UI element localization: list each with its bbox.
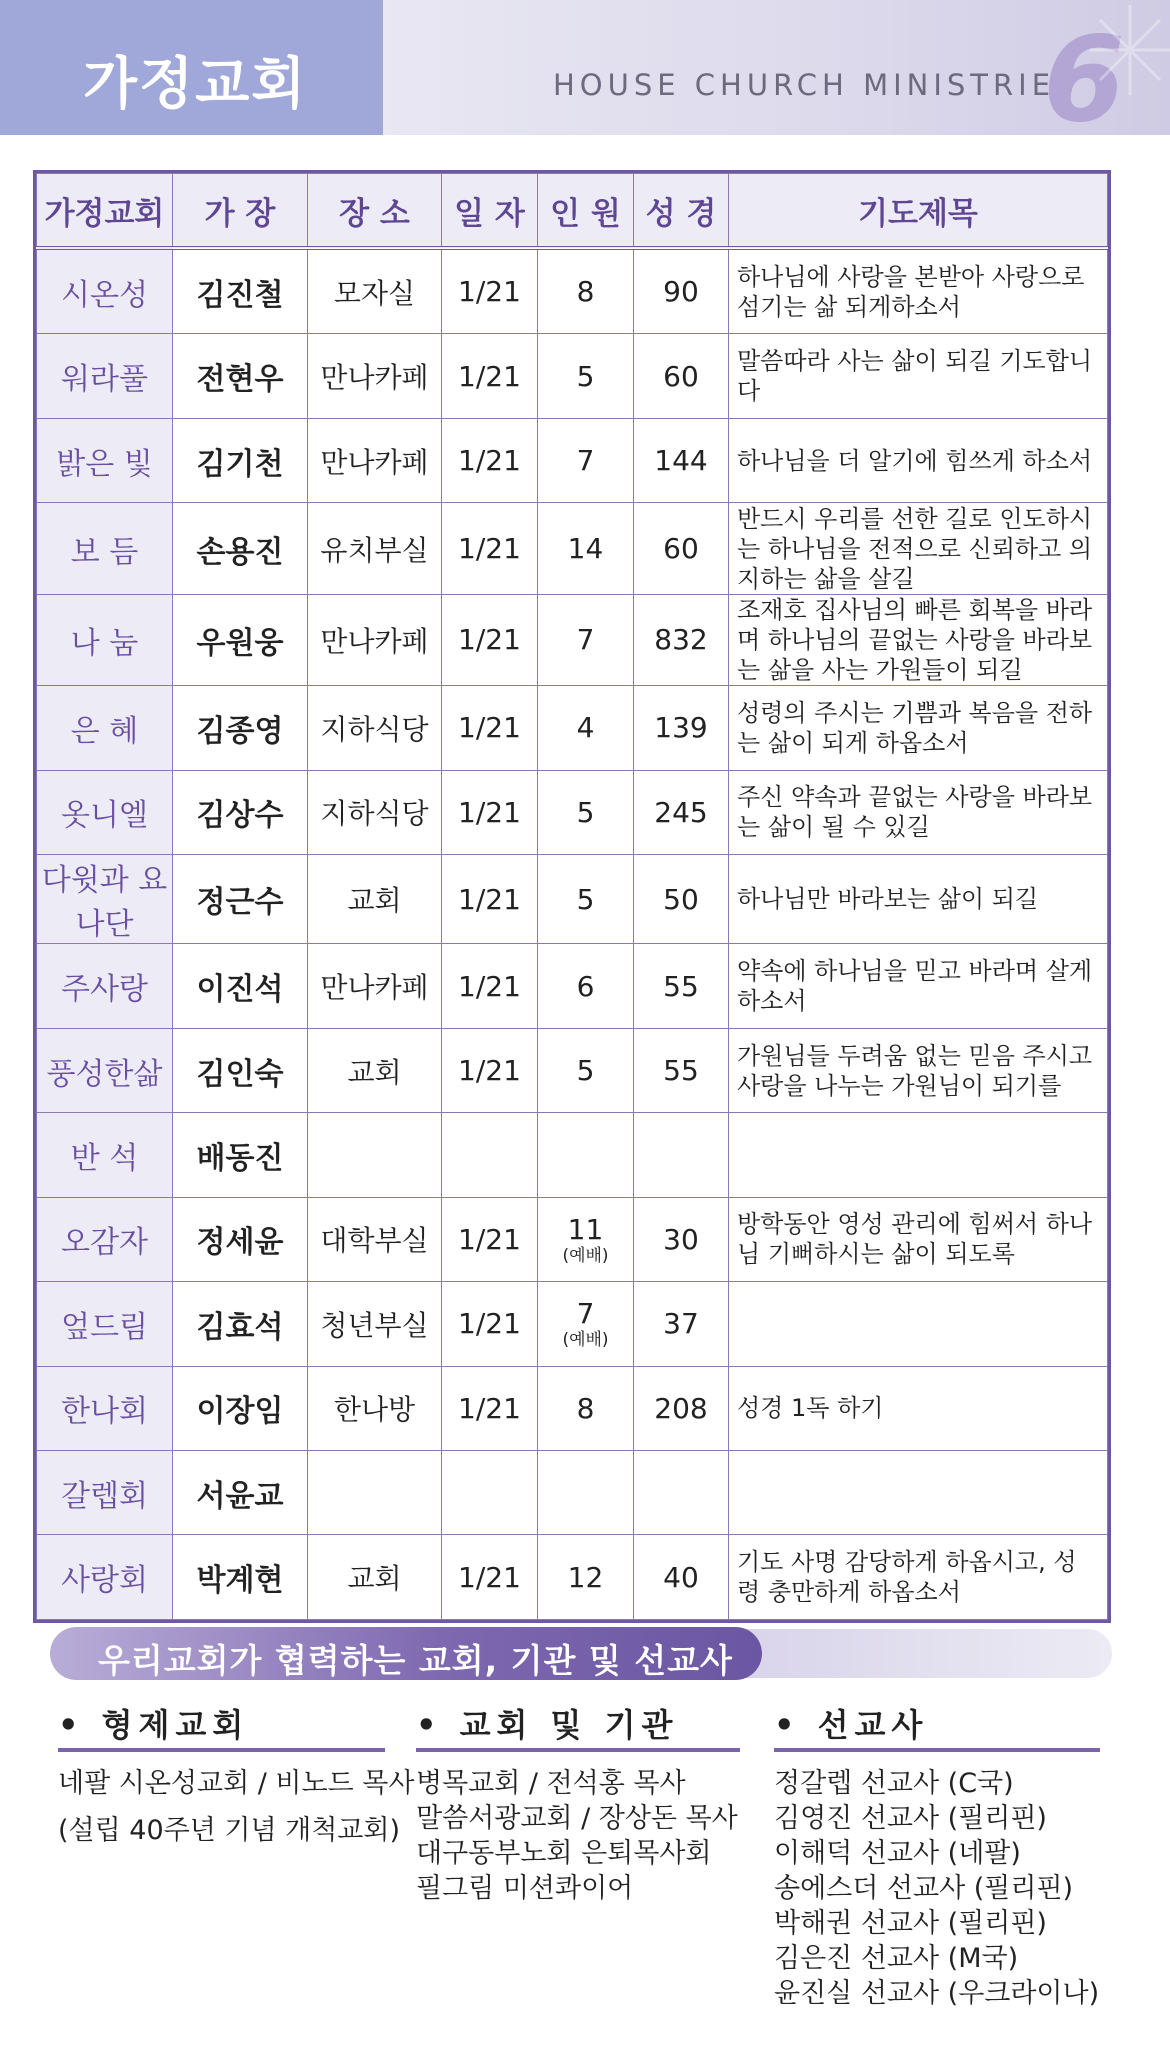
prayer-cell-text: 주신 약속과 끝없는 사랑을 바라보는 삶이 될 수 있길 xyxy=(737,783,1093,842)
leader-cell-text: 김인숙 xyxy=(196,1056,284,1092)
table-row xyxy=(37,334,1108,418)
bible-cell-text: 37 xyxy=(663,1307,699,1341)
leader-cell xyxy=(173,770,308,854)
house-cell xyxy=(37,855,173,944)
bible-cell-text: 30 xyxy=(663,1222,699,1256)
house-cell xyxy=(37,334,173,418)
place-cell xyxy=(308,1535,442,1620)
table-row xyxy=(37,418,1108,502)
count-cell xyxy=(538,1028,634,1112)
leader-cell xyxy=(173,1197,308,1281)
count-cell-text: 12 xyxy=(567,1560,604,1594)
count-cell xyxy=(538,770,634,854)
bible-cell xyxy=(634,248,729,334)
count-cell xyxy=(538,1366,634,1450)
prayer-cell-text: 방학동안 영성 관리에 힘써서 하나님 기뻐하시는 삶이 되도록 xyxy=(737,1210,1093,1269)
leader-cell xyxy=(173,1366,308,1450)
place-cell-text: 청년부실 xyxy=(320,1308,429,1342)
list-item: 말씀서광교회 / 장상돈 목사 xyxy=(416,1803,738,1834)
count-cell-text: 14 xyxy=(567,532,604,565)
place-cell xyxy=(308,1451,442,1535)
bible-cell-text: 139 xyxy=(654,711,708,745)
bible-cell-text: 55 xyxy=(663,969,699,1003)
bible-cell-text: 144 xyxy=(654,444,708,478)
bible-cell xyxy=(634,418,729,502)
prayer-cell xyxy=(729,1535,1108,1620)
house-cell-text: 갈렙회 xyxy=(61,1478,148,1514)
count-cell xyxy=(538,1282,634,1366)
place-cell-text: 교회 xyxy=(347,884,402,918)
bible-cell xyxy=(634,1535,729,1620)
column-header: 가정교회 xyxy=(37,174,173,249)
prayer-cell-text: 약속에 하나님을 믿고 바라며 살게하소서 xyxy=(737,957,1093,1016)
house-cell-text: 다윗과 요나단 xyxy=(41,863,168,943)
place-cell-text: 만나카페 xyxy=(320,361,429,395)
house-cell xyxy=(37,418,173,502)
prayer-cell xyxy=(729,1113,1108,1197)
prayer-cell xyxy=(729,334,1108,418)
prayer-cell-text: 성경 1독 하기 xyxy=(737,1394,884,1423)
prayer-cell-text: 하나님을 더 알기에 힘쓰게 하소서 xyxy=(737,446,1093,475)
house-cell xyxy=(37,1028,173,1112)
leader-cell xyxy=(173,418,308,502)
date-cell xyxy=(442,1197,538,1281)
leader-cell-text: 이진석 xyxy=(196,972,284,1008)
list-item: 윤진실 선교사 (우크라이나) xyxy=(774,1978,1100,2009)
house-cell xyxy=(37,1451,173,1535)
place-cell xyxy=(308,770,442,854)
banner-fade xyxy=(730,1629,1112,1678)
prayer-cell xyxy=(729,594,1108,685)
leader-cell xyxy=(173,334,308,418)
place-cell xyxy=(308,1197,442,1281)
date-cell xyxy=(442,1113,538,1197)
date-cell-text: 1/21 xyxy=(458,623,521,657)
snowflake-decoration-icon xyxy=(1020,0,1170,110)
table-row xyxy=(37,1535,1108,1620)
count-cell xyxy=(538,418,634,502)
prayer-cell-text: 성령의 주시는 기쁨과 복음을 전하는 삶이 되게 하옵소서 xyxy=(737,698,1093,757)
list-item: 김은진 선교사 (M국) xyxy=(774,1943,1019,1974)
date-cell-text: 1/21 xyxy=(458,882,521,916)
leader-cell-text: 배동진 xyxy=(196,1141,284,1177)
count-cell-text: 8 xyxy=(576,275,595,309)
leader-cell-text: 우원웅 xyxy=(196,625,284,661)
house-cell xyxy=(37,686,173,770)
date-cell xyxy=(442,594,538,685)
prayer-cell-text: 하나님에 사랑을 본받아 사랑으로 섬기는 삶 되게하소서 xyxy=(737,262,1085,321)
table-header-row xyxy=(37,174,1108,249)
place-cell xyxy=(308,594,442,685)
count-cell xyxy=(538,1535,634,1620)
bible-cell-text: 50 xyxy=(663,882,699,916)
table-row xyxy=(37,1113,1108,1197)
date-cell xyxy=(442,770,538,854)
prayer-cell-text: 가원님들 두려움 없는 믿음 주시고 사랑을 나누는 가원님이 되기를 xyxy=(737,1041,1093,1100)
date-cell-text: 1/21 xyxy=(458,532,521,565)
section-title: • 교회 및 기관 xyxy=(416,1706,679,1744)
bible-cell-text: 90 xyxy=(663,275,699,309)
house-cell xyxy=(37,1282,173,1366)
house-cell-text: 오감자 xyxy=(61,1225,148,1261)
bible-cell-text: 832 xyxy=(654,623,708,657)
column-header: 인 원 xyxy=(538,174,634,249)
bible-cell-text: 245 xyxy=(654,795,708,829)
place-cell-text: 만나카페 xyxy=(320,445,429,479)
date-cell xyxy=(442,944,538,1028)
prayer-cell xyxy=(729,1366,1108,1450)
leader-cell xyxy=(173,1028,308,1112)
cooperation-banner xyxy=(50,1627,1112,1680)
churches-institutions-section xyxy=(416,1700,740,1906)
place-cell-text: 유치부실 xyxy=(320,533,429,567)
title-block xyxy=(0,0,383,135)
bible-cell xyxy=(634,1028,729,1112)
table-row xyxy=(37,686,1108,770)
prayer-cell-text: 반드시 우리를 선한 길로 인도하시는 하나님을 전적으로 신뢰하고 의지하는 삶을 살길 xyxy=(737,504,1093,593)
house-cell xyxy=(37,248,173,334)
table-row xyxy=(37,855,1108,944)
leader-cell xyxy=(173,855,308,944)
list-item: 대구동부노회 은퇴목사회 xyxy=(416,1838,712,1869)
leader-cell-text: 박계현 xyxy=(196,1563,284,1599)
house-cell-text: 시온성 xyxy=(61,277,148,313)
prayer-cell xyxy=(729,1282,1108,1366)
table-row xyxy=(37,1197,1108,1281)
bible-cell xyxy=(634,686,729,770)
list-item: 정갈렙 선교사 (C국) xyxy=(774,1768,1014,1799)
date-cell-text: 1/21 xyxy=(458,1307,521,1341)
house-cell xyxy=(37,770,173,854)
place-cell xyxy=(308,334,442,418)
house-cell-text: 사랑회 xyxy=(61,1563,148,1599)
leader-cell-text: 손용진 xyxy=(196,534,284,570)
prayer-cell xyxy=(729,1028,1108,1112)
list-item: 필그림 미션콰이어 xyxy=(416,1873,634,1904)
column-header: 장 소 xyxy=(308,174,442,249)
leader-cell-text: 김종영 xyxy=(196,713,284,749)
count-cell-text: 5 xyxy=(576,795,595,829)
missionaries-section xyxy=(774,1700,1100,2011)
place-cell-text: 지하식당 xyxy=(320,797,429,831)
place-cell-text: 대학부실 xyxy=(320,1224,429,1258)
leader-cell xyxy=(173,686,308,770)
house-church-table xyxy=(33,170,1111,1623)
leader-cell xyxy=(173,1451,308,1535)
house-cell xyxy=(37,1366,173,1450)
column-header: 가 장 xyxy=(173,174,308,249)
prayer-cell xyxy=(729,248,1108,334)
count-note: (예배) xyxy=(562,1245,609,1266)
list-item: 송에스더 선교사 (필리핀) xyxy=(774,1873,1074,1904)
place-cell xyxy=(308,503,442,594)
list-item: 박해권 선교사 (필리핀) xyxy=(774,1908,1047,1939)
section-title: • 선교사 xyxy=(774,1706,929,1744)
prayer-cell-text: 하나님만 바라보는 삶이 되길 xyxy=(737,885,1039,914)
prayer-cell-text: 기도 사명 감당하게 하옵시고, 성령 충만하게 하옵소서 xyxy=(737,1548,1077,1607)
table-row xyxy=(37,1028,1108,1112)
house-cell xyxy=(37,1535,173,1620)
house-cell-text: 워라풀 xyxy=(61,362,148,398)
bible-cell xyxy=(634,594,729,685)
count-cell-text: 5 xyxy=(576,882,595,916)
house-cell xyxy=(37,1197,173,1281)
bible-cell xyxy=(634,1366,729,1450)
bible-cell xyxy=(634,855,729,944)
date-cell-text: 1/21 xyxy=(458,969,521,1003)
place-cell-text: 모자실 xyxy=(333,276,416,310)
count-cell-text: 8 xyxy=(576,1391,595,1425)
date-cell-text: 1/21 xyxy=(458,359,521,393)
date-cell xyxy=(442,1366,538,1450)
leader-cell-text: 김상수 xyxy=(196,798,284,834)
sister-church-section xyxy=(58,1700,415,1848)
house-cell-text: 은 혜 xyxy=(70,713,139,749)
house-cell xyxy=(37,1113,173,1197)
prayer-cell xyxy=(729,770,1108,854)
house-cell-text: 밝은 빛 xyxy=(56,446,153,482)
count-note: (예배) xyxy=(562,1330,609,1351)
section-divider xyxy=(58,1748,385,1752)
count-cell xyxy=(538,944,634,1028)
house-cell-text: 엎드림 xyxy=(61,1309,148,1345)
prayer-cell xyxy=(729,686,1108,770)
bible-cell xyxy=(634,770,729,854)
date-cell xyxy=(442,855,538,944)
leader-cell xyxy=(173,944,308,1028)
place-cell xyxy=(308,1282,442,1366)
count-cell xyxy=(538,686,634,770)
bible-cell xyxy=(634,1197,729,1281)
prayer-cell xyxy=(729,944,1108,1028)
prayer-cell xyxy=(729,1451,1108,1535)
count-cell xyxy=(538,1451,634,1535)
prayer-cell xyxy=(729,418,1108,502)
house-cell-text: 한나회 xyxy=(61,1394,148,1430)
leader-cell-text: 김기천 xyxy=(196,446,284,482)
list-item: 이해덕 선교사 (네팔) xyxy=(774,1838,1021,1869)
list-item: (설립 40주년 기념 개척교회) xyxy=(58,1815,400,1846)
bible-cell-text: 60 xyxy=(663,532,699,565)
house-cell-text: 나 눔 xyxy=(70,625,139,661)
place-cell-text: 교회 xyxy=(347,1055,402,1089)
date-cell-text: 1/21 xyxy=(458,1560,521,1594)
place-cell xyxy=(308,1366,442,1450)
house-cell-text: 주사랑 xyxy=(61,972,148,1008)
place-cell xyxy=(308,686,442,770)
bible-cell xyxy=(634,1113,729,1197)
count-cell-text: 7 xyxy=(576,1297,595,1331)
count-cell-text: 5 xyxy=(576,1054,595,1088)
place-cell xyxy=(308,1113,442,1197)
count-cell-text: 7 xyxy=(576,444,595,478)
date-cell xyxy=(442,418,538,502)
place-cell-text: 만나카페 xyxy=(320,624,429,658)
place-cell xyxy=(308,418,442,502)
page-title: 가정교회 xyxy=(83,52,308,117)
place-cell xyxy=(308,855,442,944)
bible-cell xyxy=(634,503,729,594)
prayer-cell-text: 말씀따라 사는 삶이 되길 기도합니다 xyxy=(737,347,1093,406)
place-cell-text: 교회 xyxy=(347,1562,402,1596)
place-cell xyxy=(308,1028,442,1112)
date-cell xyxy=(442,503,538,594)
date-cell-text: 1/21 xyxy=(458,711,521,745)
cooperation-title: 우리교회가 협력하는 교회, 기관 및 선교사 xyxy=(98,1641,733,1680)
table-row xyxy=(37,944,1108,1028)
list-item: 네팔 시온성교회 / 비노드 목사 xyxy=(58,1768,415,1799)
table-row xyxy=(37,594,1108,685)
prayer-cell xyxy=(729,855,1108,944)
leader-cell xyxy=(173,248,308,334)
count-cell-text: 6 xyxy=(576,969,595,1003)
date-cell xyxy=(442,686,538,770)
count-cell xyxy=(538,855,634,944)
date-cell xyxy=(442,1282,538,1366)
count-cell-text: 5 xyxy=(576,359,595,393)
page-header xyxy=(0,0,1170,148)
list-item: 병목교회 / 전석홍 목사 xyxy=(416,1768,686,1799)
place-cell-text: 지하식당 xyxy=(320,712,429,746)
leader-cell xyxy=(173,1535,308,1620)
count-cell xyxy=(538,503,634,594)
count-cell xyxy=(538,248,634,334)
leader-cell-text: 김효석 xyxy=(196,1309,284,1345)
bible-cell-text: 208 xyxy=(654,1391,708,1425)
page-subtitle: HOUSE CHURCH MINISTRIES xyxy=(553,68,1079,102)
table-body xyxy=(37,248,1108,1620)
table-row xyxy=(37,503,1108,594)
column-header: 일 자 xyxy=(442,174,538,249)
table-row xyxy=(37,1451,1108,1535)
bible-cell-text: 40 xyxy=(663,1560,699,1594)
house-cell-text: 반 석 xyxy=(70,1141,139,1177)
leader-cell xyxy=(173,594,308,685)
date-cell xyxy=(442,248,538,334)
prayer-cell xyxy=(729,503,1108,594)
date-cell-text: 1/21 xyxy=(458,275,521,309)
date-cell xyxy=(442,1535,538,1620)
count-cell-text: 7 xyxy=(576,623,595,657)
column-header: 기도제목 xyxy=(729,174,1108,249)
leader-cell-text: 이장임 xyxy=(196,1394,284,1430)
leader-cell-text: 정세윤 xyxy=(196,1225,284,1261)
date-cell-text: 1/21 xyxy=(458,1391,521,1425)
count-cell xyxy=(538,594,634,685)
section-divider xyxy=(416,1748,740,1752)
leader-cell-text: 서윤교 xyxy=(196,1478,284,1514)
house-cell-text: 풍성한삶 xyxy=(46,1056,163,1092)
table-row xyxy=(37,248,1108,334)
leader-cell-text: 전현우 xyxy=(196,362,284,398)
list-item: 김영진 선교사 (필리핀) xyxy=(774,1803,1047,1834)
count-cell-text: 4 xyxy=(576,711,595,745)
place-cell xyxy=(308,944,442,1028)
date-cell-text: 1/21 xyxy=(458,1222,521,1256)
leader-cell-text: 정근수 xyxy=(196,885,284,921)
chapter-number: 6 xyxy=(1043,10,1126,148)
bible-cell xyxy=(634,334,729,418)
leader-cell-text: 김진철 xyxy=(196,277,284,313)
count-cell xyxy=(538,1197,634,1281)
date-cell xyxy=(442,1451,538,1535)
leader-cell xyxy=(173,503,308,594)
leader-cell xyxy=(173,1282,308,1366)
leader-cell xyxy=(173,1113,308,1197)
bible-cell xyxy=(634,1451,729,1535)
house-cell-text: 보 듬 xyxy=(70,534,139,570)
prayer-cell-text: 조재호 집사님의 빠른 회복을 바라며 하나님의 끝없는 사랑을 바라보는 삶을 사는 가원들이 되길 xyxy=(737,595,1093,684)
house-cell xyxy=(37,503,173,594)
house-cell-text: 옷니엘 xyxy=(61,798,148,834)
house-cell xyxy=(37,944,173,1028)
date-cell-text: 1/21 xyxy=(458,795,521,829)
section-title: • 형제교회 xyxy=(58,1706,250,1744)
table-row xyxy=(37,770,1108,854)
section-divider xyxy=(774,1748,1100,1752)
bible-cell-text: 60 xyxy=(663,359,699,393)
bible-cell xyxy=(634,944,729,1028)
date-cell-text: 1/21 xyxy=(458,1054,521,1088)
count-cell xyxy=(538,1113,634,1197)
place-cell-text: 한나방 xyxy=(333,1393,416,1427)
bible-cell-text: 55 xyxy=(663,1054,699,1088)
bible-cell xyxy=(634,1282,729,1366)
house-cell xyxy=(37,594,173,685)
date-cell-text: 1/21 xyxy=(458,444,521,478)
place-cell xyxy=(308,248,442,334)
table-row xyxy=(37,1366,1108,1450)
column-header: 성 경 xyxy=(634,174,729,249)
prayer-cell xyxy=(729,1197,1108,1281)
table-row xyxy=(37,1282,1108,1366)
count-cell xyxy=(538,334,634,418)
date-cell xyxy=(442,1028,538,1112)
date-cell xyxy=(442,334,538,418)
count-cell-text: 11 xyxy=(567,1212,604,1246)
place-cell-text: 만나카페 xyxy=(320,971,429,1005)
